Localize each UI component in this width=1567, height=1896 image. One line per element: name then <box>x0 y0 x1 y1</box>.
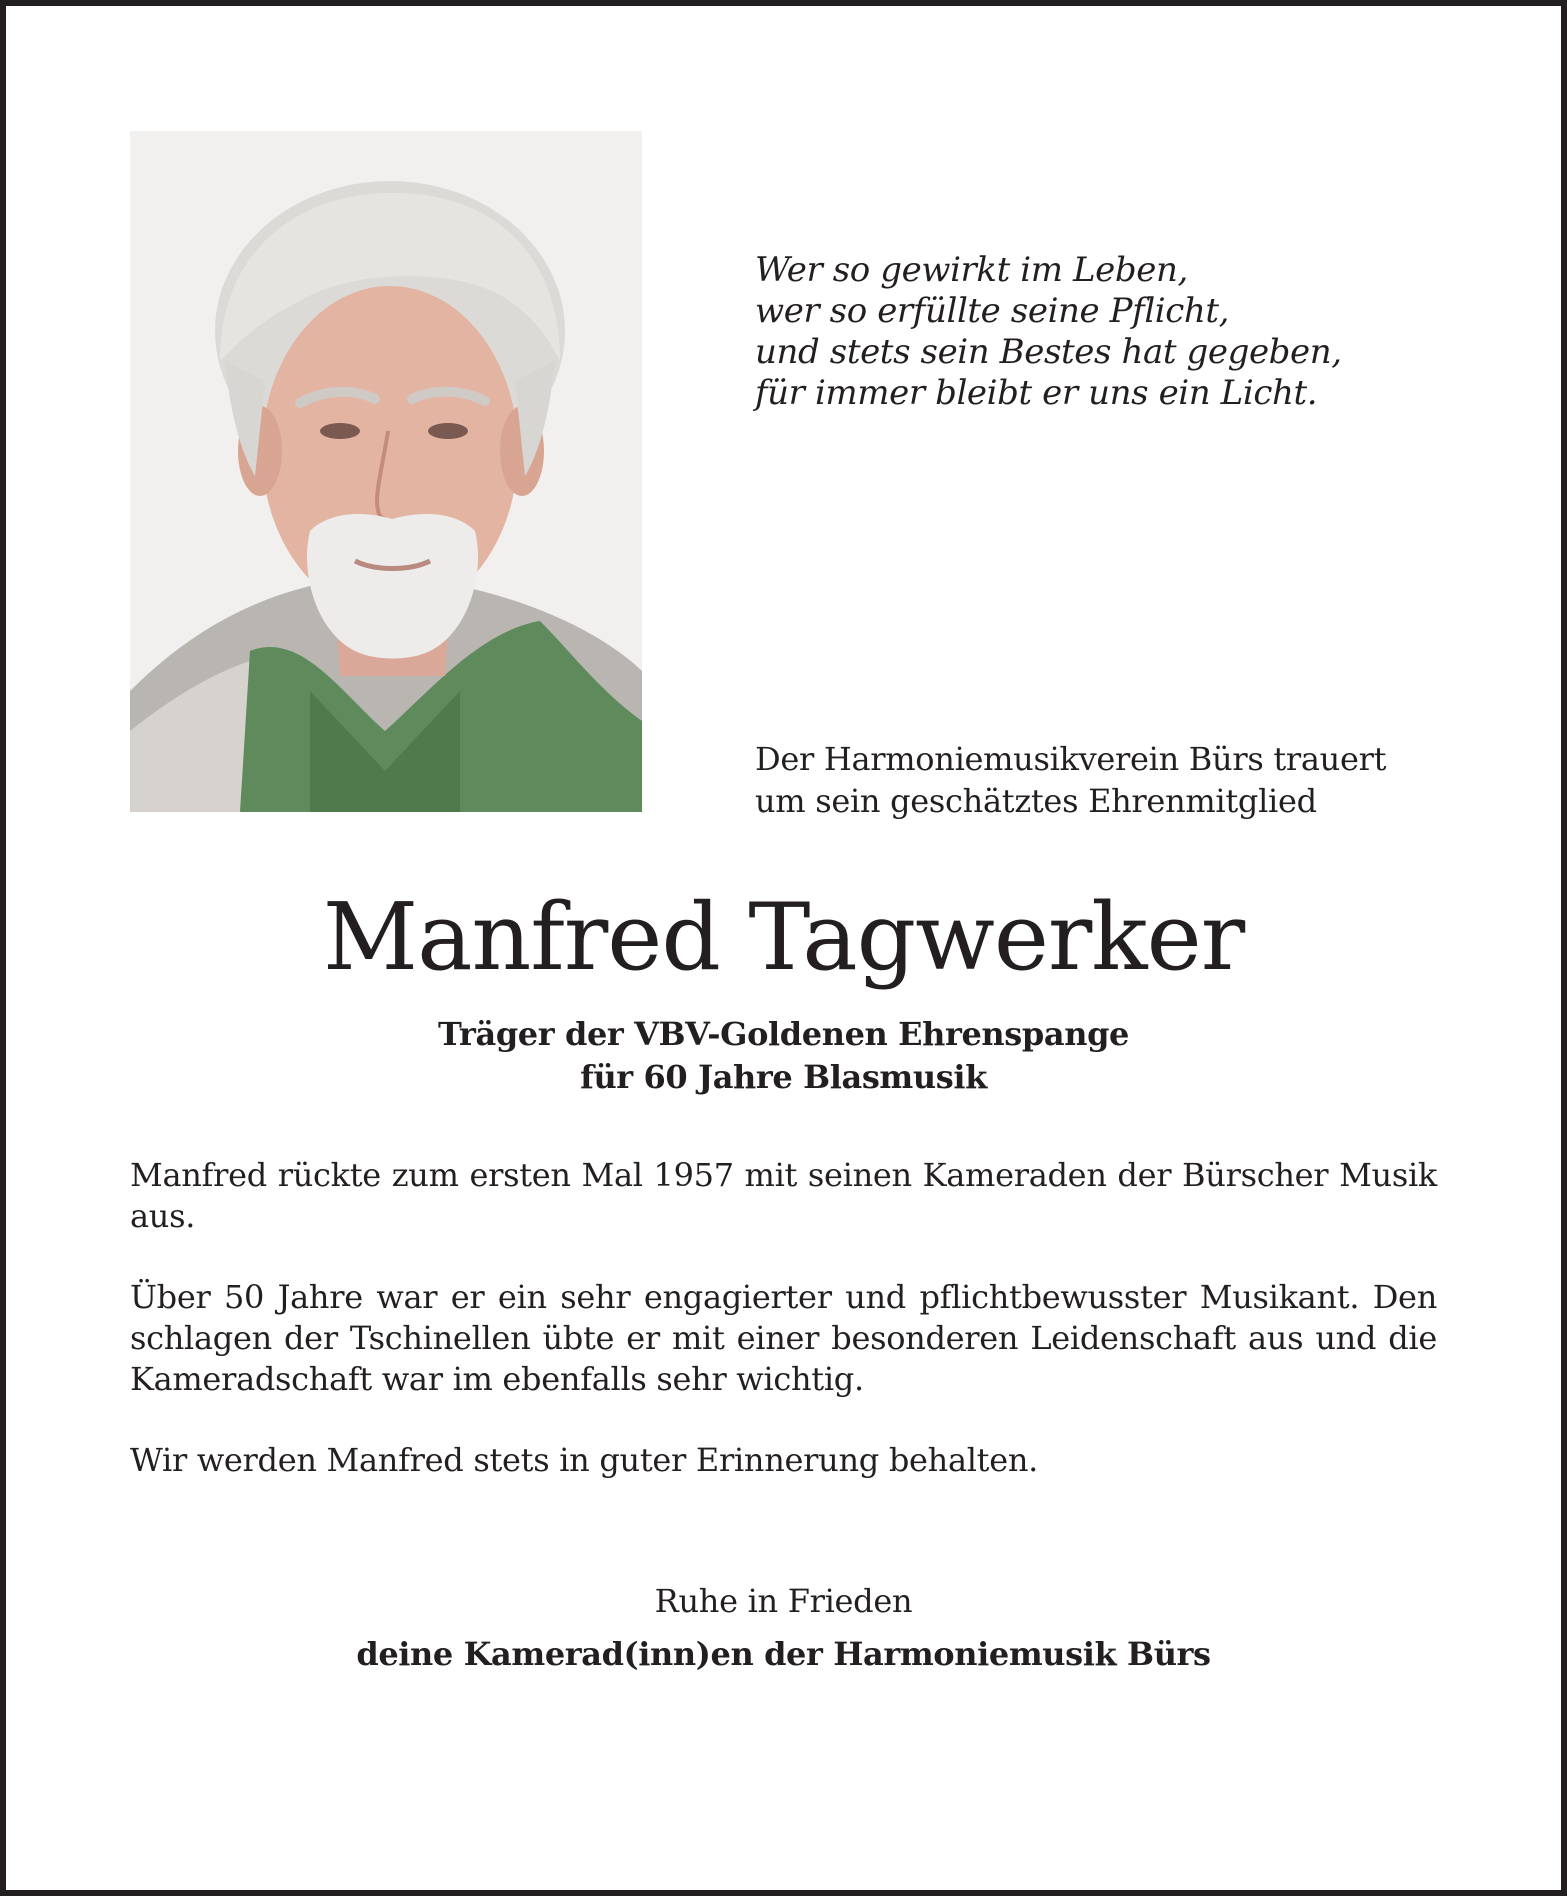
subtitle-line: für 60 Jahre Blasmusik <box>580 1058 987 1096</box>
paragraph: Manfred rückte zum ersten Mal 1957 mit seinen Kameraden der Bürscher Musik aus. <box>130 1156 1437 1235</box>
deceased-name: Manfred Tagwerker <box>322 883 1245 991</box>
poem-line: für immer bleibt er uns ein Licht. <box>755 373 1318 413</box>
intro-line: Der Harmoniemusikverein Bürs trauert <box>755 740 1387 778</box>
poem-line: und stets sein Bestes hat gegeben, <box>755 332 1342 372</box>
honor-subtitle <box>0 1013 1567 1099</box>
poem <box>755 250 1455 414</box>
body-text <box>130 1155 1437 1521</box>
intro-text <box>755 738 1455 822</box>
subtitle-line: Träger der VBV-Goldenen Ehrenspange <box>437 1015 1130 1053</box>
signature: deine Kamerad(inn)en der Harmoniemusik Bürs <box>356 1635 1211 1673</box>
intro-line: um sein geschätztes Ehrenmitglied <box>755 782 1317 820</box>
closing-line: Ruhe in Frieden <box>654 1582 913 1620</box>
portrait-illustration <box>130 131 642 812</box>
paragraph: Über 50 Jahre war er ein sehr engagierter und pflichtbewusster Musikant. Den schlagen der Tschinellen übte er mit einer besonderen Leidenschaft aus und die Kameradschaft war im ebenfalls sehr wichtig. <box>130 1278 1437 1398</box>
portrait-photo <box>130 131 642 812</box>
poem-line: wer so erfüllte seine Pflicht, <box>755 291 1230 331</box>
paragraph: Wir werden Manfred stets in guter Erinnerung behalten. <box>130 1441 1039 1479</box>
poem-line: Wer so gewirkt im Leben, <box>755 250 1188 290</box>
